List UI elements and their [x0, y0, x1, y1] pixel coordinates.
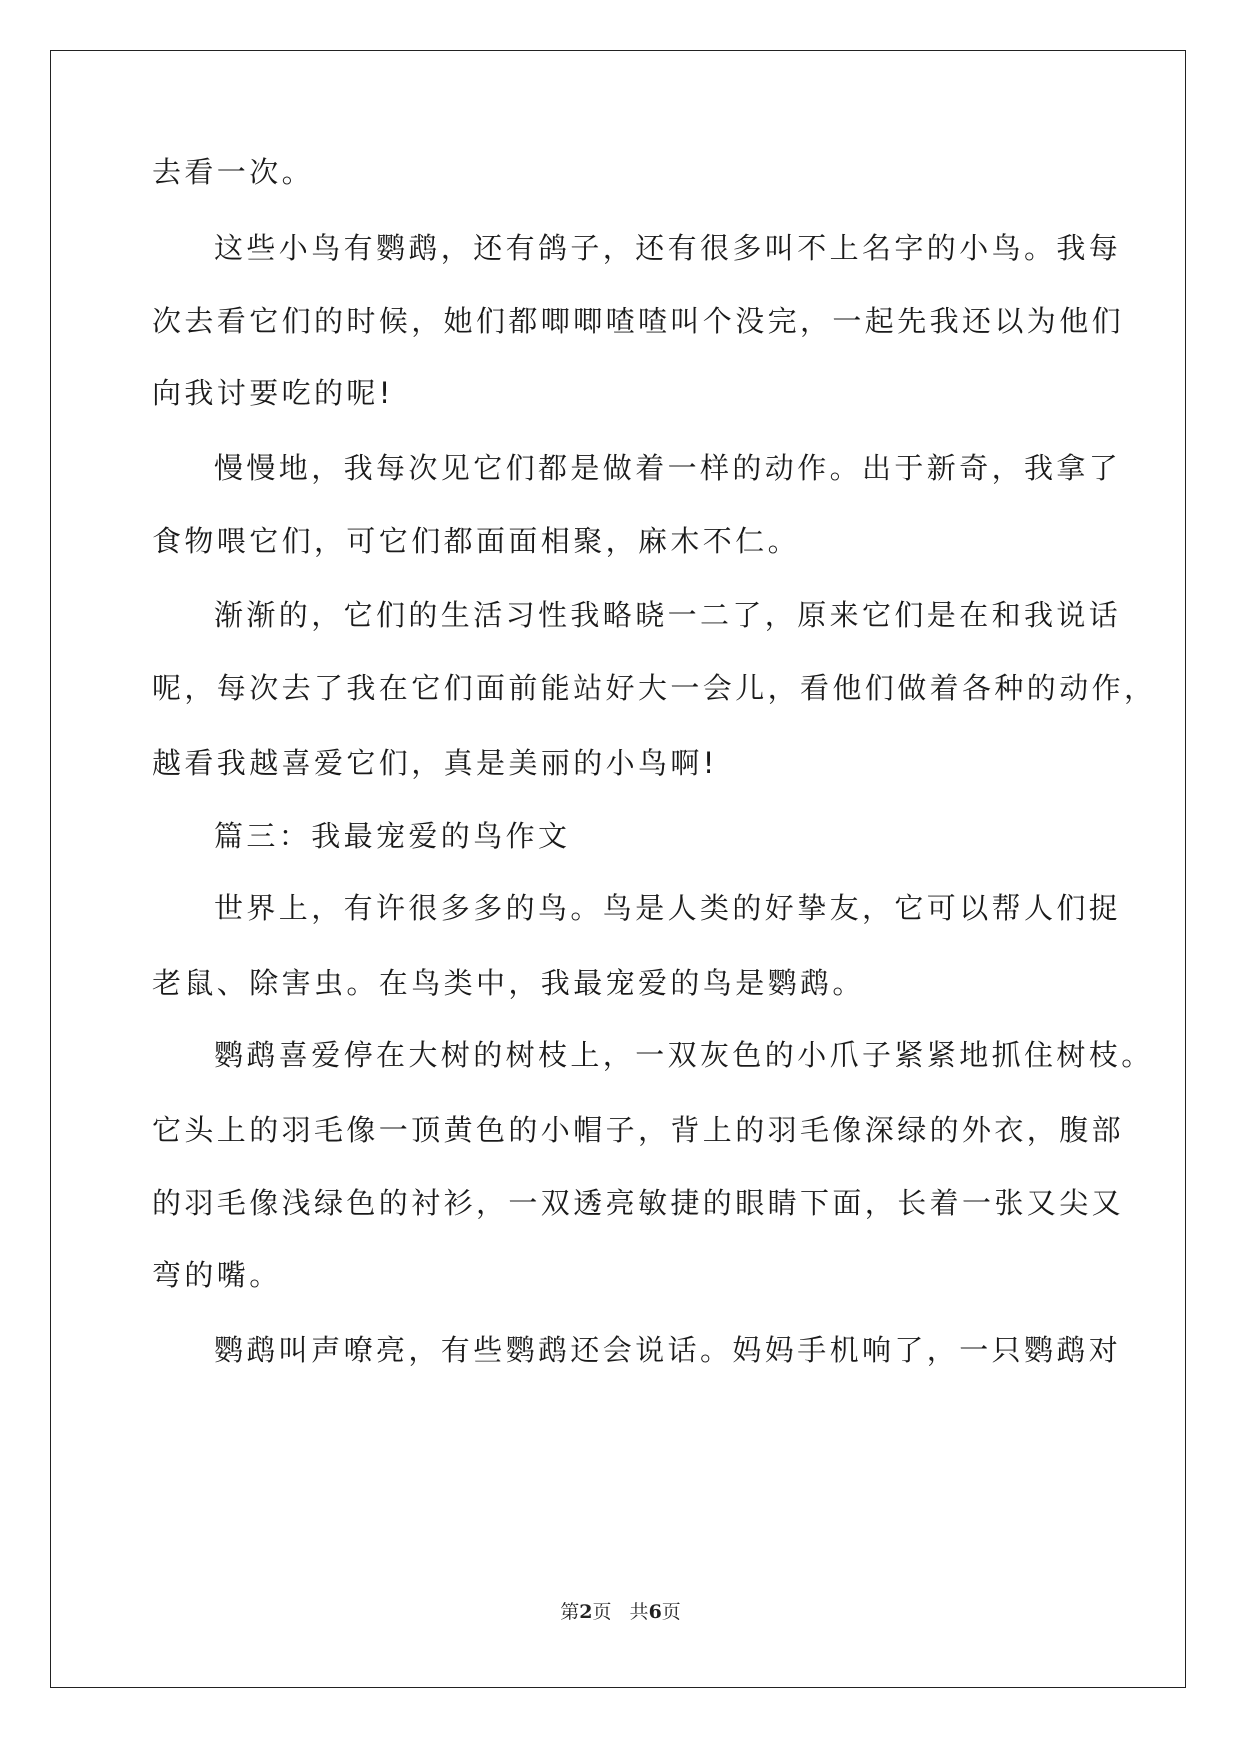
text-line: 它头上的羽毛像一顶黄色的小帽子，背上的羽毛像深绿的外衣，腹部	[152, 1113, 1125, 1147]
page-footer	[0, 1600, 1241, 1624]
section-heading: 篇三：我最宠爱的鸟作文	[214, 819, 571, 853]
text-line: 鹦鹉叫声嘹亮，有些鹦鹉还会说话。妈妈手机响了，一只鹦鹉对	[214, 1333, 1122, 1367]
text-line: 次去看它们的时候，她们都唧唧喳喳叫个没完，一起先我还以为他们	[152, 304, 1125, 338]
total-pages-number: 6	[648, 1601, 662, 1623]
footer-suffix: 页	[661, 1601, 681, 1623]
current-page-number: 2	[579, 1601, 593, 1623]
text-line: 渐渐的，它们的生活习性我略晓一二了，原来它们是在和我说话	[214, 598, 1122, 632]
text-line: 这些小鸟有鹦鹉，还有鸽子，还有很多叫不上名字的小鸟。我每	[214, 231, 1122, 265]
text-line: 向我讨要吃的呢!	[152, 376, 394, 410]
text-line: 呢，每次去了我在它们面前能站好大一会儿，看他们做着各种的动作，	[152, 671, 1157, 705]
text-line: 鹦鹉喜爱停在大树的树枝上，一双灰色的小爪子紧紧地抓住树枝。	[214, 1038, 1154, 1072]
text-line: 老鼠、除害虫。在鸟类中，我最宠爱的鸟是鹦鹉。	[152, 966, 865, 1000]
footer-prefix: 第	[560, 1601, 580, 1623]
text-line: 的羽毛像浅绿色的衬衫，一双透亮敏捷的眼睛下面，长着一张又尖又	[152, 1186, 1125, 1220]
text-line: 食物喂它们，可它们都面面相聚，麻木不仁。	[152, 524, 801, 558]
text-line: 弯的嘴。	[152, 1258, 282, 1292]
text-line: 世界上，有许很多多的鸟。鸟是人类的好挚友，它可以帮人们捉	[214, 891, 1122, 925]
page-border	[50, 50, 1186, 1688]
footer-mid: 页 共	[592, 1601, 649, 1623]
text-line: 去看一次。	[152, 155, 315, 189]
text-line: 慢慢地，我每次见它们都是做着一样的动作。出于新奇，我拿了	[214, 451, 1122, 485]
text-line: 越看我越喜爱它们，真是美丽的小鸟啊!	[152, 746, 718, 780]
